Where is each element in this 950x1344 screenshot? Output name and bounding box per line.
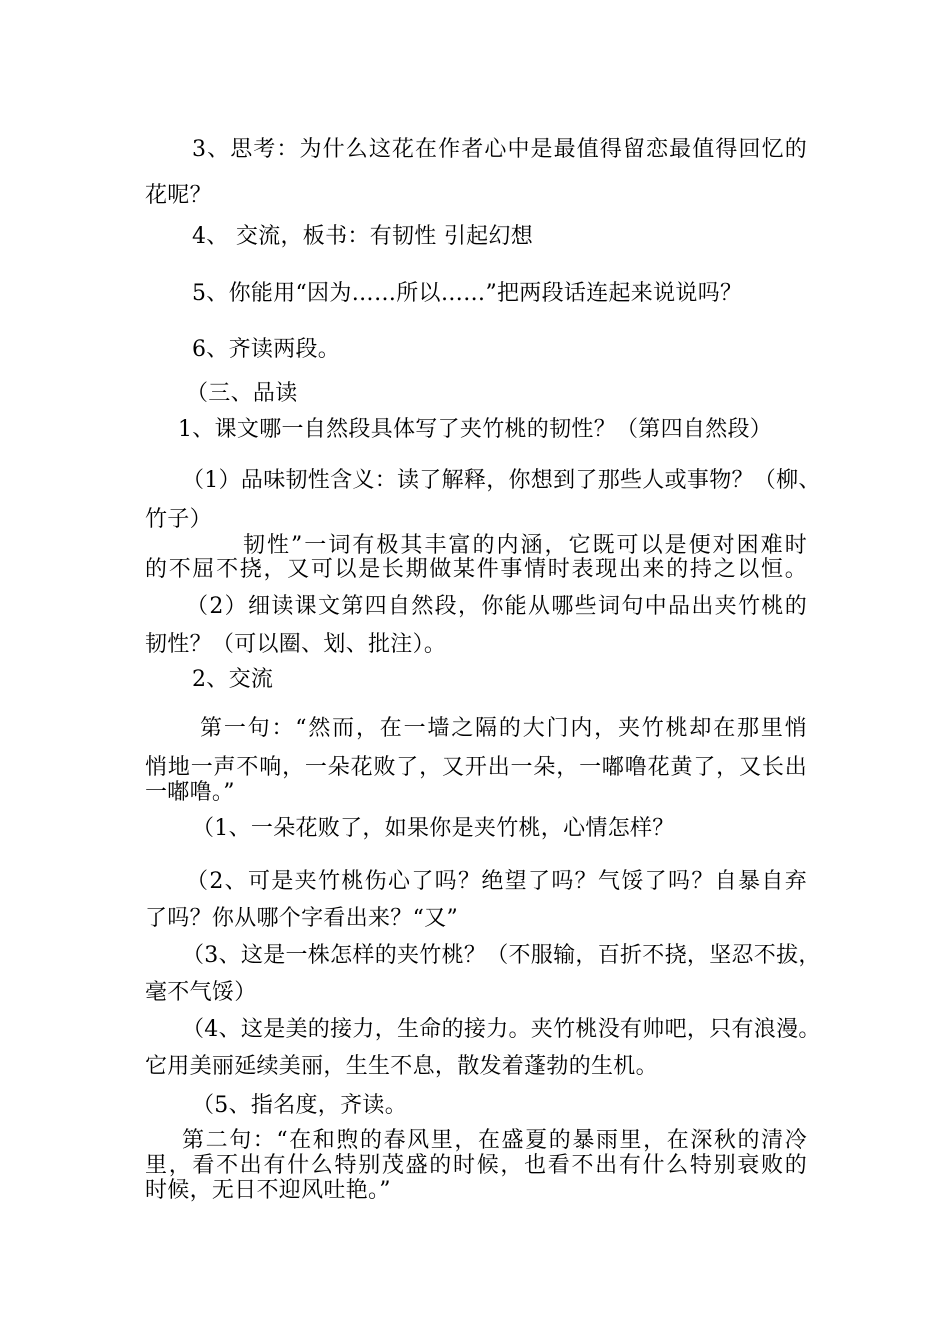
text-line-23: （4、这是美的接力，生命的接力。夹竹桃没有帅吧，只有浪漫。	[182, 1017, 821, 1042]
text-line-6: （三、品读	[186, 381, 298, 406]
text-line-28: 时候，无日不迎风吐艳。”	[145, 1178, 391, 1203]
text-line-1: 3、思考：为什么这花在作者心中是最值得留恋最值得回忆的	[192, 137, 807, 162]
text-line-11: 的不屈不挠，又可以是长期做某件事情时表现出来的持之以恒。	[145, 557, 807, 582]
text-line-15: 第一句：“然而，在一墙之隔的大门内，夹竹桃却在那里悄	[200, 716, 807, 741]
text-line-7: 1、课文哪一自然段具体写了夹竹桃的韧性？（第四自然段）	[178, 417, 773, 442]
text-line-22: 毫不气馁）	[145, 980, 257, 1005]
text-line-5: 6、齐读两段。	[192, 337, 341, 362]
text-line-16: 悄地一声不响，一朵花败了，又开出一朵，一嘟噜花黄了，又长出	[145, 755, 807, 780]
text-line-3: 4、 交流，板书：有韧性 引起幻想	[192, 224, 534, 249]
text-line-20: 了吗？你从哪个字看出来？“又”	[145, 906, 458, 931]
text-line-8: （1）品味韧性含义：读了解释，你想到了那些人或事物？（柳、	[182, 468, 821, 493]
text-line-12: （2）细读课文第四自然段，你能从哪些词句中品出夹竹桃的	[186, 594, 807, 619]
text-line-9: 竹子）	[145, 507, 212, 532]
text-line-25: （5、指名度，齐读。	[192, 1093, 407, 1118]
text-line-27: 里，看不出有什么特别茂盛的时候，也看不出有什么特别衰败的	[145, 1153, 807, 1178]
text-line-17: 一嘟噜。”	[145, 780, 235, 805]
text-line-13: 韧性？（可以圈、划、批注）。	[145, 632, 447, 657]
text-line-21: （3、这是一株怎样的夹竹桃？（不服输，百折不挠，坚忍不拔，	[182, 943, 821, 968]
text-line-4: 5、你能用“因为……所以……”把两段话连起来说说吗？	[192, 281, 743, 306]
text-line-2: 花呢？	[145, 183, 212, 208]
text-line-14: 2、交流	[192, 667, 274, 692]
text-line-18: （1、一朵花败了，如果你是夹竹桃，心情怎样？	[192, 816, 675, 841]
text-line-19: （2、可是夹竹桃伤心了吗？绝望了吗？气馁了吗？自暴自弃	[186, 869, 807, 894]
text-line-10: 韧性”一词有极其丰富的内涵，它既可以是便对困难时	[243, 533, 807, 558]
text-line-26: 第二句：“在和煦的春风里，在盛夏的暴雨里，在深秋的清冷	[182, 1128, 807, 1153]
text-line-24: 它用美丽延续美丽，生生不息，散发着蓬勃的生机。	[145, 1054, 658, 1079]
